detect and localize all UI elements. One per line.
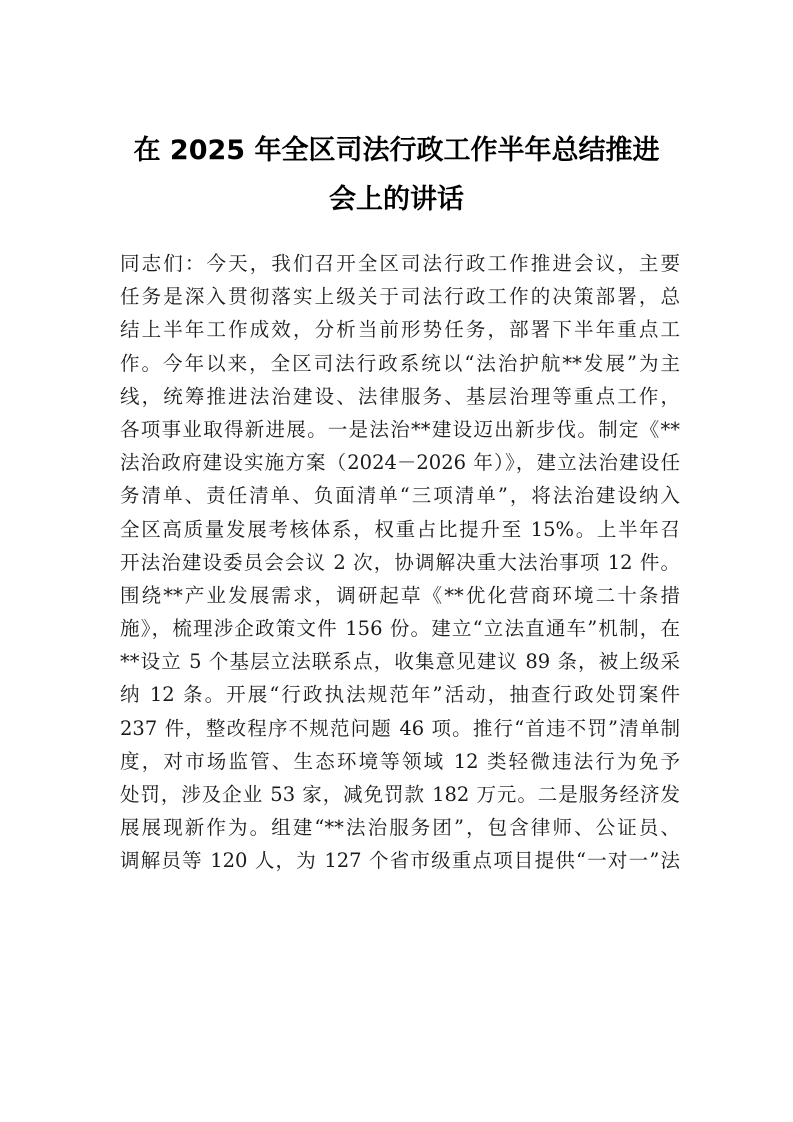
body-line: 围绕**产业发展需求，调研起草《**优化营商环境二十条措: [120, 583, 680, 607]
body-line: 务清单、责任清单、负面清单“三项清单”，将法治建设纳入: [120, 484, 680, 508]
document-body: [120, 247, 680, 878]
body-line: 处罚，涉及企业 53 家，减免罚款 182 万元。二是服务经济发: [120, 783, 680, 806]
body-line: 线，统筹推进法治建设、法律服务、基层治理等重点工作，: [120, 384, 680, 408]
document-title-line-1: 在 2025 年全区司法行政工作半年总结推进: [133, 135, 660, 166]
body-line: 结上半年工作成效，分析当前形势任务，部署下半年重点工: [120, 318, 680, 342]
body-line: 施》，梳理涉企政策文件 156 份。建立“立法直通车”机制，在: [120, 617, 680, 641]
body-line: 237 件，整改程序不规范问题 46 项。推行“首违不罚”清单制: [120, 716, 680, 740]
body-line: 调解员等 120 人，为 127 个省市级重点项目提供“一对一”法: [120, 849, 680, 873]
body-line: 开法治建设委员会会议 2 次，协调解决重大法治事项 12 件。: [120, 550, 680, 574]
body-line: 展展现新作为。组建“**法治服务团”，包含律师、公证员、: [120, 816, 680, 840]
body-line: **设立 5 个基层立法联系点，收集意见建议 89 条，被上级采: [120, 650, 680, 674]
body-line: 作。今年以来，全区司法行政系统以“法治护航**发展”为主: [120, 351, 680, 375]
body-line: 纳 12 条。开展“行政执法规范年”活动，抽查行政处罚案件: [120, 683, 680, 707]
body-line: 任务是深入贯彻落实上级关于司法行政工作的决策部署，总: [120, 285, 680, 309]
body-line: 全区高质量发展考核体系，权重占比提升至 15%。上半年召: [120, 517, 680, 541]
document-title-line-2: 会上的讲话: [329, 184, 464, 215]
body-line: 各项事业取得新进展。一是法治**建设迈出新步伐。制定《**: [120, 417, 680, 441]
body-line: 同志们：今天，我们召开全区司法行政工作推进会议，主要: [120, 252, 680, 275]
body-line: 度，对市场监管、生态环境等领域 12 类轻微违法行为免予: [120, 749, 680, 773]
body-line: 法治政府建设实施方案（2024－2026 年）》，建立法治建设任: [120, 451, 680, 475]
